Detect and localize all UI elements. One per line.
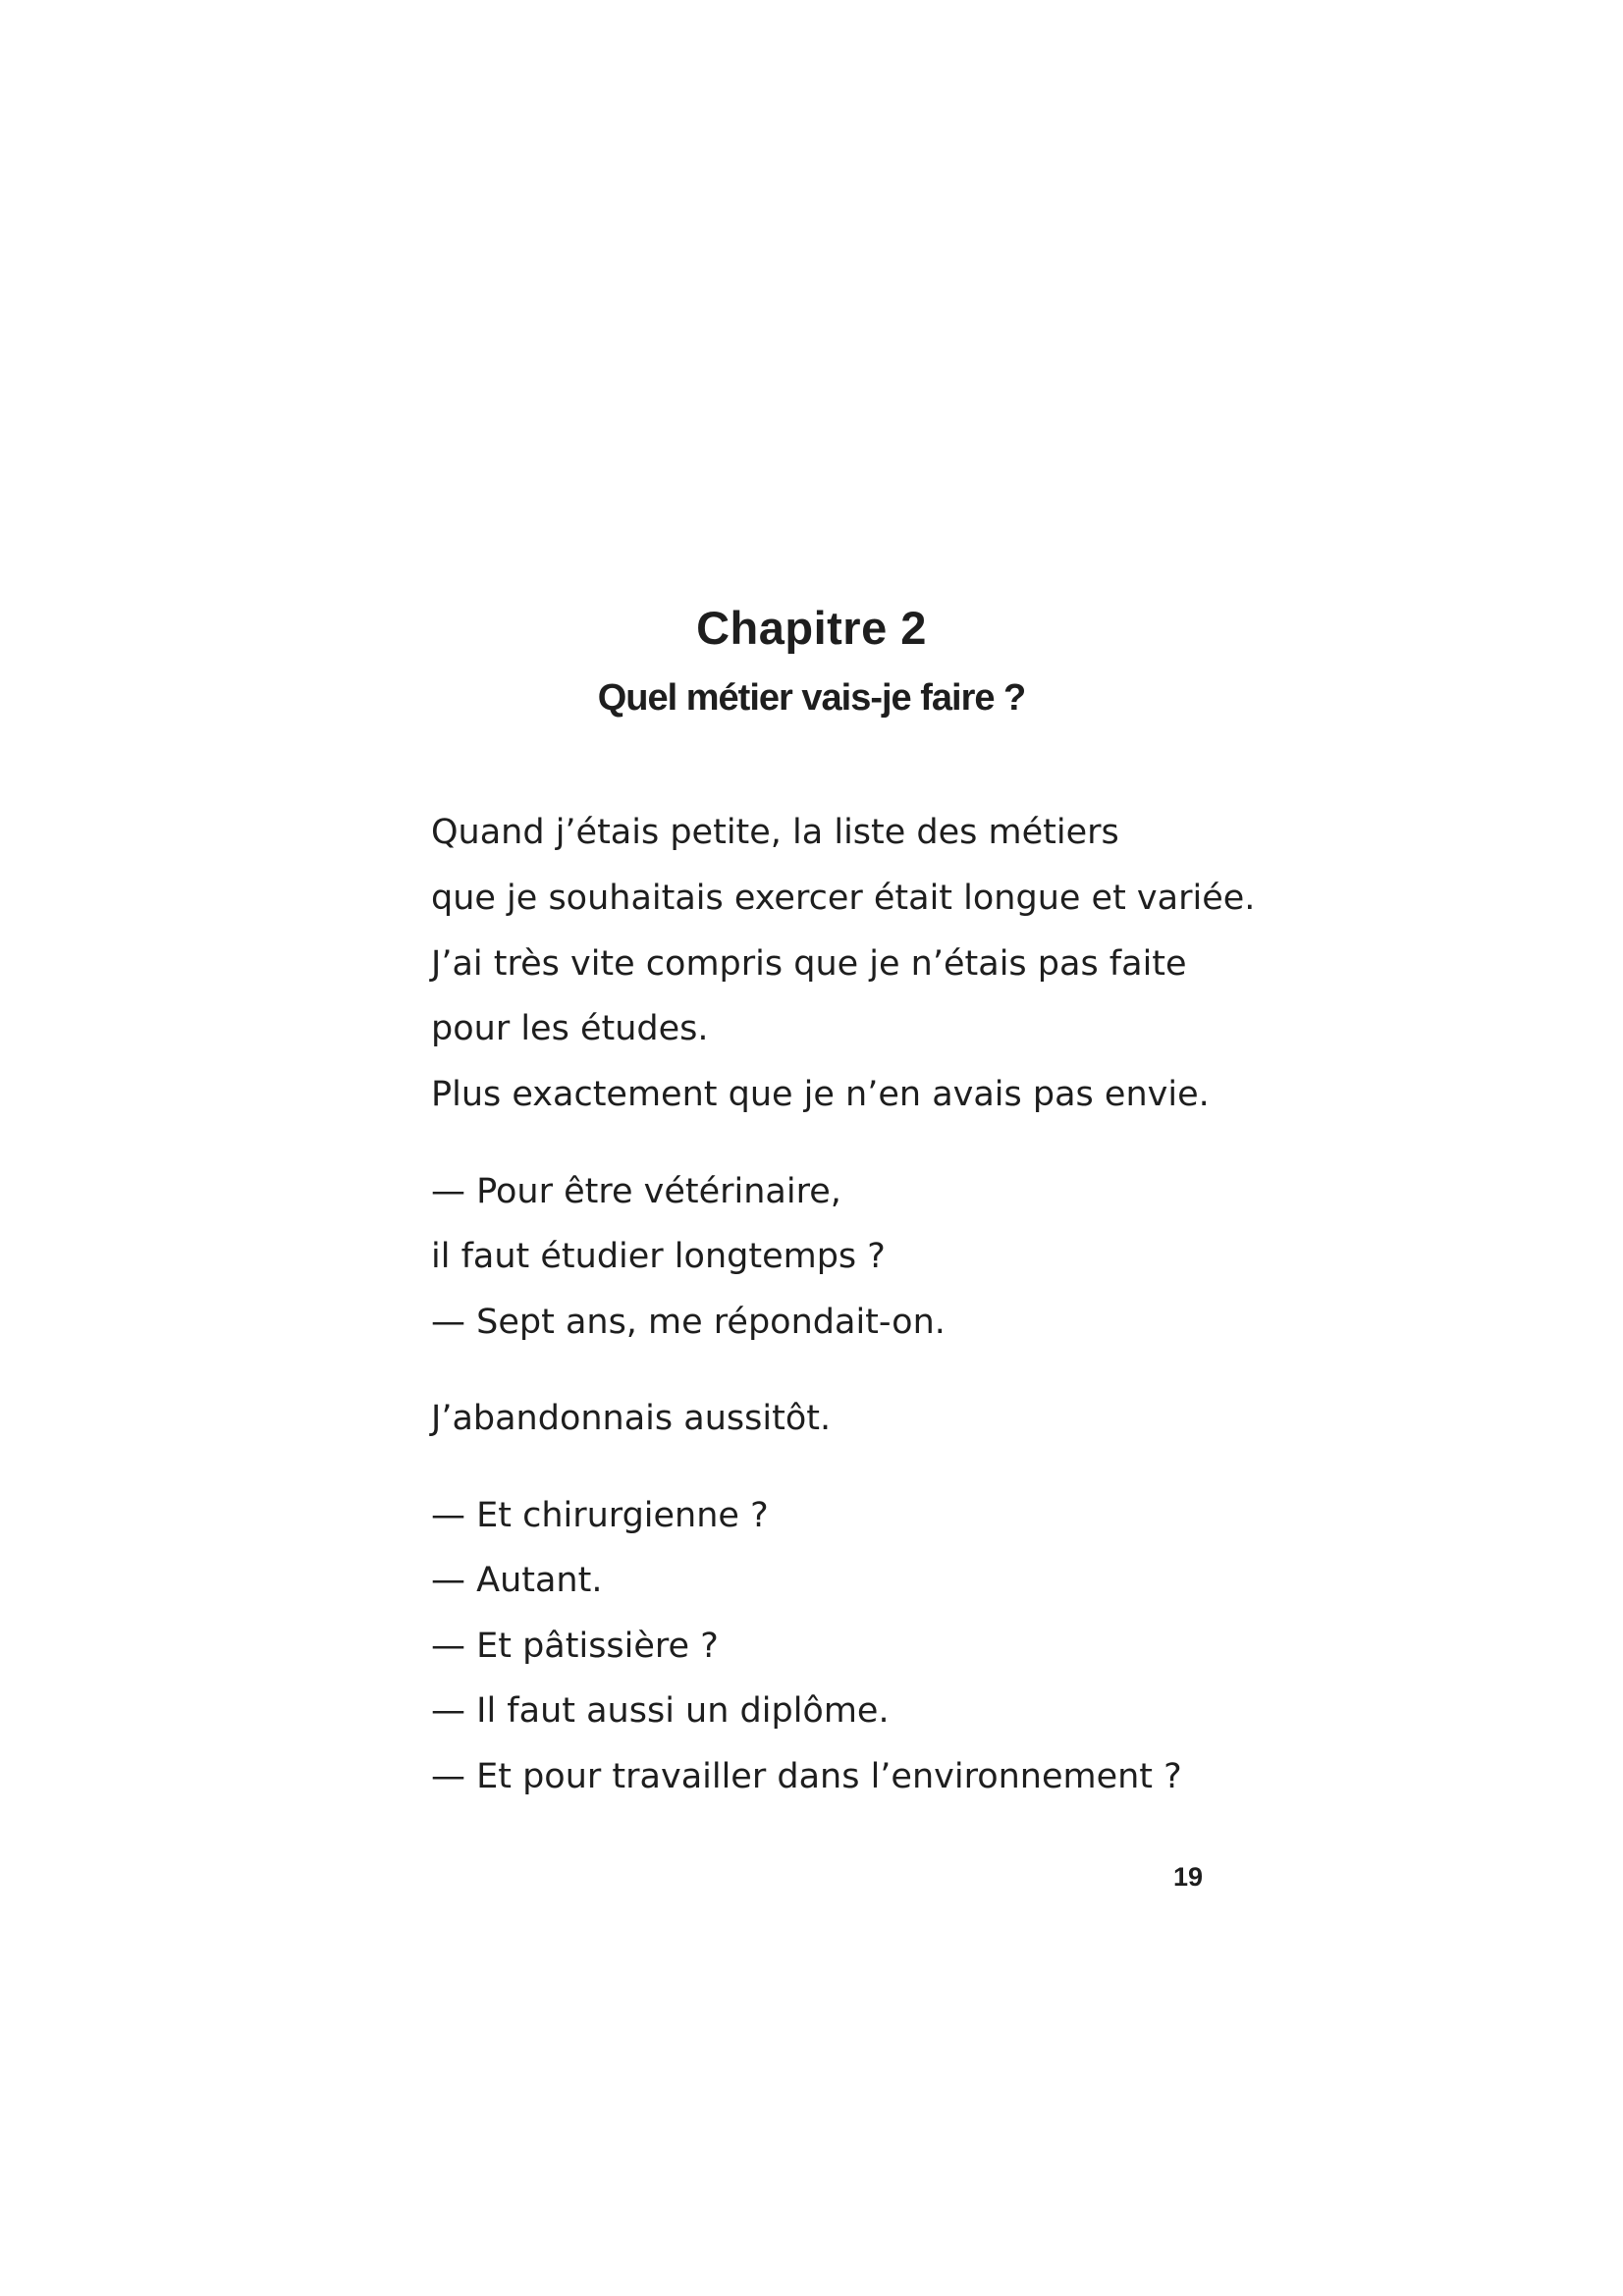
dialogue-line: — Et pâtissière ?	[431, 1627, 719, 1666]
text-line: Quand j’étais petite, la liste des métiers	[431, 813, 1119, 852]
text-line: J’abandonnais aussitôt.	[431, 1399, 832, 1438]
dialogue-line: — Sept ans, me répondait-on.	[431, 1303, 946, 1342]
chapter-title: Chapitre 2	[696, 602, 927, 654]
text-line: Plus exactement que je n’en avais pas envie.	[431, 1075, 1210, 1114]
text-line: pour les études.	[431, 1009, 709, 1048]
dialogue-line: — Et chirurgienne ?	[431, 1496, 769, 1535]
chapter-subtitle: Quel métier vais-je faire ?	[597, 677, 1026, 719]
dialogue-line: il faut étudier longtemps ?	[431, 1237, 886, 1276]
text-line: que je souhaitais exercer était longue et variée.	[431, 879, 1256, 918]
dialogue-line: — Et pour travailler dans l’environnement ?	[431, 1757, 1182, 1796]
text-line: J’ai très vite compris que je n’étais pas faite	[431, 944, 1187, 984]
dialogue-line: — Pour être vétérinaire,	[431, 1172, 841, 1211]
dialogue-line: — Autant.	[431, 1561, 603, 1600]
dialogue-line: — Il faut aussi un diplôme.	[431, 1691, 890, 1731]
page-number: 19	[1173, 1862, 1204, 1892]
